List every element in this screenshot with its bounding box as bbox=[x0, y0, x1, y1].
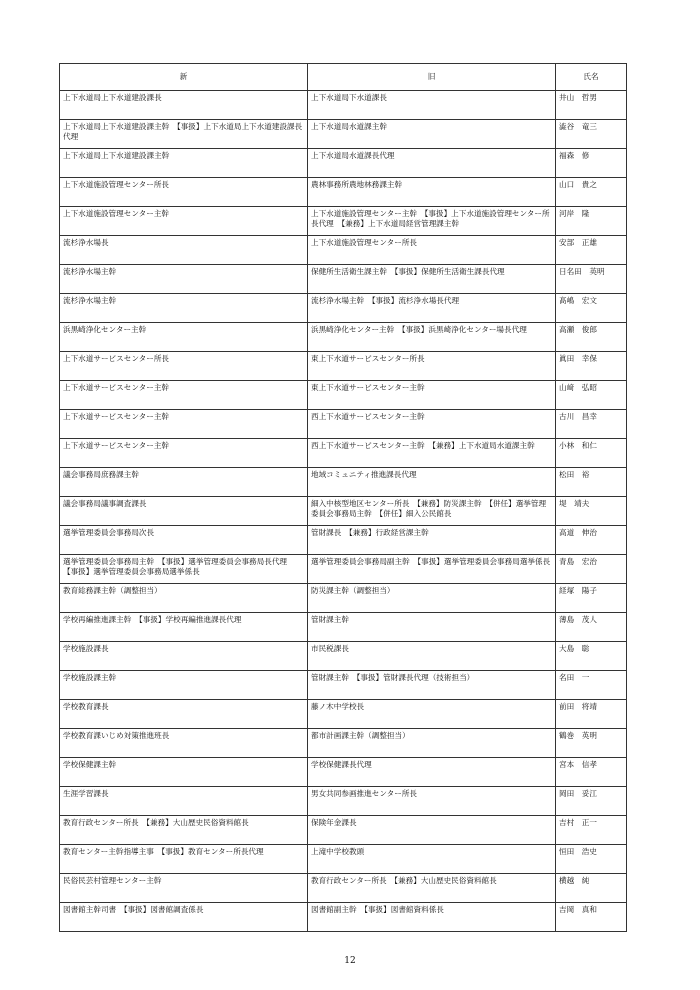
old-position-cell: 選挙管理委員会事務局副主幹 【事扱】選挙管理委員会事務局選挙係長 bbox=[308, 555, 556, 584]
old-position-cell: 管財課主幹 【事扱】管財課長代理（技術担当） bbox=[308, 671, 556, 700]
person-name-cell: 山口 貴之 bbox=[556, 178, 627, 207]
table-row bbox=[60, 816, 627, 845]
person-name-cell: 小林 和仁 bbox=[556, 439, 627, 468]
old-position-cell: 細入中核型地区センター所長 【兼務】防災課主幹 【併任】選挙管理委員会事務局主幹 【併任】細入公民館長 bbox=[308, 497, 556, 526]
old-position-cell: 教育行政センター所長 【兼務】大山歴史民俗資料館長 bbox=[308, 874, 556, 903]
new-position-cell: 上下水道サービスセンター主幹 bbox=[60, 381, 308, 410]
table-row bbox=[60, 555, 627, 584]
old-position-cell: 上下水道局下水道課長 bbox=[308, 91, 556, 120]
person-name-cell: 福森 修 bbox=[556, 149, 627, 178]
person-name-cell: 前田 将靖 bbox=[556, 700, 627, 729]
old-position-cell: 浜黒崎浄化センター主幹 【事扱】浜黒崎浄化センター場長代理 bbox=[308, 323, 556, 352]
table-header-row bbox=[60, 64, 627, 91]
table-row bbox=[60, 758, 627, 787]
new-position-cell: 図書館主幹司書 【事扱】図書館調査係長 bbox=[60, 903, 308, 932]
header-new: 新 bbox=[60, 64, 308, 91]
person-name-cell: 高瀬 俊郎 bbox=[556, 323, 627, 352]
person-name-cell: 松田 裕 bbox=[556, 468, 627, 497]
old-position-cell: 市民税課長 bbox=[308, 642, 556, 671]
table-row bbox=[60, 265, 627, 294]
new-position-cell: 上下水道局上下水道建設課主幹 bbox=[60, 149, 308, 178]
new-position-cell: 上下水道局上下水道建設課主幹 【事扱】上下水道局上下水道建設課長代理 bbox=[60, 120, 308, 149]
header-old: 旧 bbox=[308, 64, 556, 91]
table-row bbox=[60, 729, 627, 758]
page-number: 12 bbox=[344, 956, 356, 966]
person-name-cell: 安部 正雄 bbox=[556, 236, 627, 265]
person-name-cell: 古川 昌幸 bbox=[556, 410, 627, 439]
new-position-cell: 流杉浄水場長 bbox=[60, 236, 308, 265]
old-position-cell: 上下水道施設管理センター所長 bbox=[308, 236, 556, 265]
table-row bbox=[60, 294, 627, 323]
old-position-cell: 農林事務所農地林務課主幹 bbox=[308, 178, 556, 207]
person-name-cell: 吉村 正一 bbox=[556, 816, 627, 845]
new-position-cell: 選挙管理委員会事務局主幹 【事扱】選挙管理委員会事務局長代理 【事扱】選挙管理委員会事務局選挙係長 bbox=[60, 555, 308, 584]
new-position-cell: 浜黒崎浄化センター主幹 bbox=[60, 323, 308, 352]
person-name-cell: 山﨑 弘昭 bbox=[556, 381, 627, 410]
table-row bbox=[60, 468, 627, 497]
person-name-cell: 井山 哲男 bbox=[556, 91, 627, 120]
person-name-cell: 高道 伸治 bbox=[556, 526, 627, 555]
table-row bbox=[60, 178, 627, 207]
new-position-cell: 上下水道局上下水道建設課長 bbox=[60, 91, 308, 120]
person-name-cell: 横越 純 bbox=[556, 874, 627, 903]
person-name-cell: 髙嶋 宏文 bbox=[556, 294, 627, 323]
person-name-cell: 大島 聡 bbox=[556, 642, 627, 671]
new-position-cell: 学校保健課主幹 bbox=[60, 758, 308, 787]
person-name-cell: 経塚 陽子 bbox=[556, 584, 627, 613]
person-name-cell: 岡田 妥江 bbox=[556, 787, 627, 816]
old-position-cell: 都市計画課主幹（調整担当） bbox=[308, 729, 556, 758]
table-row bbox=[60, 91, 627, 120]
old-position-cell: 上滝中学校教頭 bbox=[308, 845, 556, 874]
table-row bbox=[60, 323, 627, 352]
table-row bbox=[60, 236, 627, 265]
table-row bbox=[60, 903, 627, 932]
table-row bbox=[60, 381, 627, 410]
new-position-cell: 教育センター主幹指導主事 【事扱】教育センター所長代理 bbox=[60, 845, 308, 874]
old-position-cell: 西上下水道サービスセンター主幹 bbox=[308, 410, 556, 439]
table-row bbox=[60, 526, 627, 555]
table-row bbox=[60, 671, 627, 700]
new-position-cell: 上下水道施設管理センター主幹 bbox=[60, 207, 308, 236]
table-row bbox=[60, 845, 627, 874]
new-position-cell: 流杉浄水場主幹 bbox=[60, 294, 308, 323]
table-row bbox=[60, 700, 627, 729]
table-row bbox=[60, 439, 627, 468]
person-name-cell: 鶴巻 英明 bbox=[556, 729, 627, 758]
person-name-cell: 河岸 隆 bbox=[556, 207, 627, 236]
old-position-cell: 東上下水道サービスセンター主幹 bbox=[308, 381, 556, 410]
personnel-change-table bbox=[59, 63, 627, 932]
table-row bbox=[60, 874, 627, 903]
new-position-cell: 議会事務局議事調査課長 bbox=[60, 497, 308, 526]
table-row bbox=[60, 410, 627, 439]
person-name-cell: 澁谷 竜三 bbox=[556, 120, 627, 149]
new-position-cell: 学校再編推進課主幹 【事扱】学校再編推進課長代理 bbox=[60, 613, 308, 642]
table-row bbox=[60, 149, 627, 178]
table-row bbox=[60, 352, 627, 381]
new-position-cell: 学校教育課長 bbox=[60, 700, 308, 729]
new-position-cell: 学校施設課主幹 bbox=[60, 671, 308, 700]
header-name: 氏名 bbox=[556, 64, 627, 91]
table-row bbox=[60, 207, 627, 236]
person-name-cell: 青島 宏治 bbox=[556, 555, 627, 584]
person-name-cell: 眞田 幸保 bbox=[556, 352, 627, 381]
old-position-cell: 管財課長 【兼務】行政経営課主幹 bbox=[308, 526, 556, 555]
new-position-cell: 民俗民芸村管理センター主幹 bbox=[60, 874, 308, 903]
old-position-cell: 保険年金課長 bbox=[308, 816, 556, 845]
new-position-cell: 上下水道サービスセンター主幹 bbox=[60, 410, 308, 439]
table-row bbox=[60, 613, 627, 642]
new-position-cell: 上下水道サービスセンター所長 bbox=[60, 352, 308, 381]
person-name-cell: 恒田 浩史 bbox=[556, 845, 627, 874]
old-position-cell: 西上下水道サービスセンター主幹 【兼務】上下水道局水道課主幹 bbox=[308, 439, 556, 468]
new-position-cell: 学校施設課長 bbox=[60, 642, 308, 671]
person-name-cell: 宮本 信孝 bbox=[556, 758, 627, 787]
person-name-cell: 名田 一 bbox=[556, 671, 627, 700]
table-row bbox=[60, 497, 627, 526]
person-name-cell: 吉岡 真和 bbox=[556, 903, 627, 932]
new-position-cell: 生涯学習課長 bbox=[60, 787, 308, 816]
new-position-cell: 教育総務課主幹（調整担当） bbox=[60, 584, 308, 613]
table-row bbox=[60, 120, 627, 149]
old-position-cell: 管財課主幹 bbox=[308, 613, 556, 642]
old-position-cell: 上下水道局水道課主幹 bbox=[308, 120, 556, 149]
new-position-cell: 上下水道サービスセンター主幹 bbox=[60, 439, 308, 468]
new-position-cell: 教育行政センター所長 【兼務】大山歴史民俗資料館長 bbox=[60, 816, 308, 845]
new-position-cell: 選挙管理委員会事務局次長 bbox=[60, 526, 308, 555]
old-position-cell: 藤ノ木中学校長 bbox=[308, 700, 556, 729]
table-row bbox=[60, 787, 627, 816]
new-position-cell: 流杉浄水場主幹 bbox=[60, 265, 308, 294]
table-row bbox=[60, 642, 627, 671]
old-position-cell: 流杉浄水場主幹 【事扱】流杉浄水場長代理 bbox=[308, 294, 556, 323]
old-position-cell: 学校保健課長代理 bbox=[308, 758, 556, 787]
old-position-cell: 男女共同参画推進センター所長 bbox=[308, 787, 556, 816]
new-position-cell: 学校教育課いじめ対策推進班長 bbox=[60, 729, 308, 758]
table-row bbox=[60, 584, 627, 613]
person-name-cell: 日名田 英明 bbox=[556, 265, 627, 294]
old-position-cell: 防災課主幹（調整担当） bbox=[308, 584, 556, 613]
old-position-cell: 図書館副主幹 【事扱】図書館資料係長 bbox=[308, 903, 556, 932]
old-position-cell: 上下水道施設管理センター主幹 【事扱】上下水道施設管理センター所長代理 【兼務】上下水道局経営管理課主幹 bbox=[308, 207, 556, 236]
person-name-cell: 堤 靖夫 bbox=[556, 497, 627, 526]
old-position-cell: 保健所生活衛生課主幹 【事扱】保健所生活衛生課長代理 bbox=[308, 265, 556, 294]
old-position-cell: 地域コミュニティ推進課長代理 bbox=[308, 468, 556, 497]
person-name-cell: 薄島 茂人 bbox=[556, 613, 627, 642]
old-position-cell: 東上下水道サービスセンター所長 bbox=[308, 352, 556, 381]
old-position-cell: 上下水道局水道課長代理 bbox=[308, 149, 556, 178]
new-position-cell: 上下水道施設管理センター所長 bbox=[60, 178, 308, 207]
table-body bbox=[60, 91, 627, 932]
new-position-cell: 議会事務局庶務課主幹 bbox=[60, 468, 308, 497]
